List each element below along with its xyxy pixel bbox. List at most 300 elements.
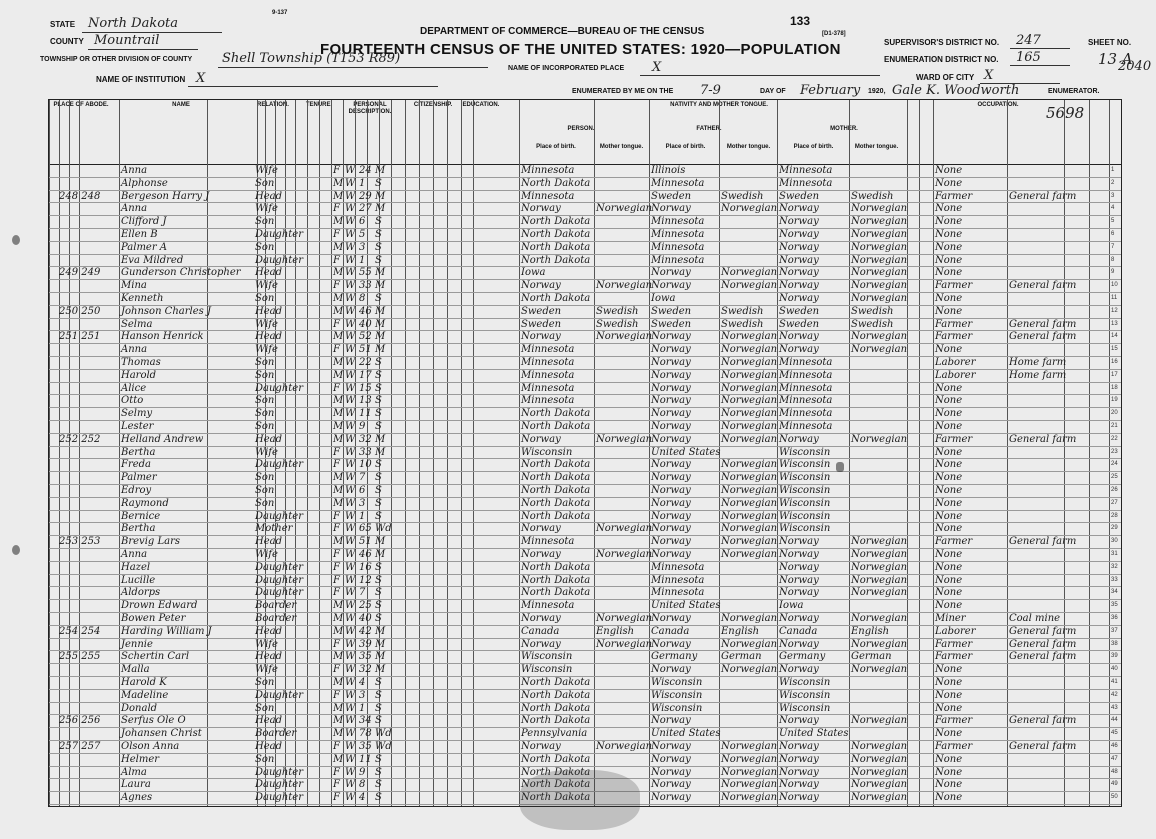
- mother-mother-tongue: Norwegian: [851, 766, 908, 778]
- line-number: 46: [1111, 743, 1118, 749]
- line-number: 1: [1111, 167, 1115, 173]
- dwelling-number: 252 252: [59, 433, 101, 445]
- marital-status: S: [375, 408, 382, 420]
- marital-status: M: [375, 305, 386, 317]
- sex: M: [333, 753, 344, 765]
- person-name: Palmer A: [121, 241, 168, 253]
- marital-status: S: [375, 689, 382, 701]
- line-number: 39: [1111, 653, 1118, 660]
- father-birthplace: United States: [651, 600, 721, 612]
- person-name: Gunderson Christopher: [121, 267, 241, 279]
- relation: Wife: [255, 638, 278, 650]
- mother-mother-tongue: Norwegian: [851, 241, 908, 253]
- father-tongue: Norwegian: [721, 766, 778, 778]
- father-birthplace: Norway: [651, 472, 691, 484]
- sex: F: [333, 549, 340, 560]
- race: W: [345, 421, 356, 432]
- occupation: Miner: [935, 613, 966, 624]
- mother-birthplace: United States: [779, 728, 849, 740]
- mother-birthplace: Minnesota: [779, 382, 833, 394]
- header-citizenship: CITIZENSHIP.: [413, 102, 453, 108]
- relation: Son: [255, 753, 275, 765]
- relation: Boarder: [255, 613, 297, 624]
- person-name: Thomas: [121, 357, 161, 368]
- line-number: 2: [1111, 179, 1115, 186]
- person-name: Selma: [121, 318, 153, 330]
- header-relation: RELATION.: [257, 102, 289, 108]
- age: 7: [359, 587, 366, 599]
- mother-birthplace: Wisconsin: [779, 497, 831, 509]
- sex: F: [333, 510, 340, 522]
- occupation: None: [935, 664, 963, 676]
- marital-status: M: [375, 625, 386, 637]
- mother-birthplace: Minnesota: [779, 369, 833, 381]
- column-divider: [69, 100, 70, 806]
- column-divider: [933, 100, 934, 806]
- line-number: 28: [1111, 512, 1118, 519]
- person-name: Schertin Carl: [121, 651, 190, 663]
- marital-status: M: [375, 664, 386, 676]
- mother-birthplace: Minnesota: [779, 395, 833, 407]
- father-tongue: Norwegian: [721, 267, 778, 279]
- race: W: [345, 216, 356, 228]
- sex: F: [333, 664, 340, 676]
- mother-mother-tongue: German: [851, 651, 892, 663]
- industry: General farm: [1009, 190, 1077, 202]
- mother-birthplace: Norway: [779, 779, 819, 791]
- occupation: None: [935, 766, 963, 778]
- occupation: None: [935, 779, 963, 791]
- birthplace: Norway: [521, 331, 561, 343]
- occupation: Laborer: [935, 369, 976, 381]
- ink-blot: [836, 462, 844, 472]
- mother-birthplace: Norway: [779, 433, 819, 445]
- occupation: None: [935, 600, 963, 612]
- occupation: Farmer: [935, 318, 973, 330]
- relation: Boarder: [255, 600, 297, 612]
- occupation: Farmer: [935, 536, 973, 548]
- occupation: None: [935, 421, 963, 432]
- mother-mother-tongue: Norwegian: [851, 267, 908, 279]
- age: 35: [359, 741, 372, 752]
- mother-mother-tongue: Norwegian: [851, 753, 908, 765]
- race: W: [345, 293, 356, 304]
- line-number: 30: [1111, 538, 1118, 545]
- race: W: [345, 574, 356, 586]
- birthplace: Norway: [521, 433, 561, 445]
- line-number: 4: [1111, 205, 1115, 212]
- department-title: DEPARTMENT OF COMMERCE—BUREAU OF THE CENSUS: [420, 26, 705, 37]
- occupation: None: [935, 459, 963, 471]
- sex: M: [333, 267, 344, 279]
- birthplace: North Dakota: [521, 485, 591, 496]
- mother-birthplace: Norway: [779, 280, 819, 292]
- mother-tongue: Norwegian: [596, 523, 653, 535]
- mother-tongue: Swedish: [596, 318, 639, 330]
- column-divider: [919, 100, 920, 806]
- person-name: Harold: [121, 369, 157, 381]
- father-tongue: Norwegian: [721, 369, 778, 381]
- line-number: 42: [1111, 691, 1118, 698]
- person-name: Agnes: [121, 792, 153, 804]
- township-label: TOWNSHIP OR OTHER DIVISION OF COUNTY: [40, 56, 193, 63]
- occupation: None: [935, 293, 963, 304]
- sex: M: [333, 702, 344, 714]
- relation: Boarder: [255, 728, 297, 740]
- mother-birthplace: Wisconsin: [779, 689, 831, 701]
- age: 4: [359, 677, 366, 688]
- industry: General farm: [1009, 433, 1077, 445]
- person-name: Harding William J: [121, 625, 212, 637]
- age: 22: [359, 357, 372, 368]
- mother-birthplace: Wisconsin: [779, 446, 831, 458]
- ward-label: WARD OF CITY: [916, 73, 975, 82]
- age: 46: [359, 549, 372, 560]
- marital-status: Wd: [375, 523, 392, 535]
- father-birthplace: Norway: [651, 267, 691, 279]
- mother-mother-tongue: Norwegian: [851, 574, 908, 586]
- column-divider: [519, 100, 520, 806]
- person-name: Ellen B: [121, 229, 158, 240]
- mother-birthplace: Wisconsin: [779, 485, 831, 496]
- relation: Wife: [255, 165, 278, 176]
- race: W: [345, 382, 356, 394]
- sex: M: [333, 395, 344, 407]
- person-name: Bernice: [121, 510, 161, 522]
- father-birthplace: Minnesota: [651, 177, 705, 189]
- line-number: 44: [1111, 717, 1118, 724]
- mother-birthplace: Minnesota: [779, 177, 833, 189]
- column-divider: [119, 100, 120, 806]
- occupation: None: [935, 497, 963, 509]
- birthplace: North Dakota: [521, 254, 591, 266]
- age: 40: [359, 318, 372, 330]
- line-number: 23: [1111, 448, 1118, 455]
- marital-status: M: [375, 549, 386, 560]
- line-number: 21: [1111, 423, 1118, 429]
- person-name: Edroy: [121, 485, 152, 496]
- marital-status: M: [375, 331, 386, 343]
- birthplace: Wisconsin: [521, 664, 573, 676]
- page-stamp: 133: [790, 14, 811, 28]
- column-divider: [461, 100, 462, 806]
- relation: Daughter: [255, 459, 303, 471]
- year-text: 1920,: [868, 88, 886, 95]
- industry: General farm: [1009, 280, 1077, 292]
- sex: F: [333, 638, 340, 650]
- line-number: 26: [1111, 487, 1118, 493]
- marital-status: M: [375, 203, 386, 215]
- column-divider: [79, 100, 80, 806]
- father-birthplace: Wisconsin: [651, 702, 703, 714]
- birthplace: Minnesota: [521, 369, 575, 381]
- marital-status: S: [375, 254, 382, 266]
- marital-status: S: [375, 472, 382, 484]
- age: 39: [359, 638, 372, 650]
- race: W: [345, 677, 356, 688]
- line-number: 45: [1111, 730, 1118, 737]
- father-birthplace: United States: [651, 446, 721, 458]
- person-name: Donald: [121, 702, 158, 714]
- enumeration-value: 165: [1016, 50, 1041, 65]
- age: 3: [359, 497, 366, 509]
- header-tenure: TENURE.: [305, 102, 333, 108]
- birthplace: Minnesota: [521, 344, 575, 356]
- mother-birthplace: Norway: [779, 613, 819, 624]
- occupation: None: [935, 165, 963, 176]
- line-number: 12: [1111, 307, 1118, 314]
- relation: Daughter: [255, 792, 303, 804]
- sex: F: [333, 689, 340, 701]
- birthplace: North Dakota: [521, 792, 591, 804]
- race: W: [345, 165, 356, 176]
- age: 40: [359, 613, 372, 624]
- race: W: [345, 241, 356, 253]
- birthplace: North Dakota: [521, 677, 591, 688]
- marital-status: M: [375, 536, 386, 548]
- mother-birthplace: Norway: [779, 344, 819, 356]
- father-tongue: Swedish: [721, 318, 764, 330]
- age: 1: [359, 510, 366, 522]
- age: 3: [359, 689, 366, 701]
- race: W: [345, 357, 356, 368]
- person-name: Anna: [121, 549, 148, 560]
- race: W: [345, 395, 356, 407]
- subheader-father-birth: Place of birth.: [665, 144, 706, 150]
- marital-status: S: [375, 369, 382, 381]
- column-divider: [473, 100, 474, 806]
- father-tongue: Norwegian: [721, 459, 778, 471]
- mother-mother-tongue: Swedish: [851, 318, 894, 330]
- occupation: None: [935, 267, 963, 279]
- line-number: 11: [1111, 295, 1118, 301]
- marital-status: M: [375, 280, 386, 292]
- occupation: Laborer: [935, 625, 976, 637]
- relation: Head: [255, 433, 283, 445]
- father-tongue: German: [721, 651, 762, 663]
- race: W: [345, 267, 356, 279]
- mother-mother-tongue: Swedish: [851, 305, 894, 317]
- mother-mother-tongue: Norwegian: [851, 203, 908, 215]
- line-number: 48: [1111, 768, 1118, 775]
- mother-birthplace: Wisconsin: [779, 510, 831, 522]
- father-birthplace: Wisconsin: [651, 689, 703, 701]
- institution-label: NAME OF INSTITUTION: [96, 75, 186, 84]
- father-birthplace: Norway: [651, 753, 691, 765]
- birthplace: North Dakota: [521, 177, 591, 189]
- marital-status: S: [375, 497, 382, 509]
- sex: F: [333, 382, 340, 394]
- race: W: [345, 561, 356, 573]
- father-birthplace: Norway: [651, 549, 691, 560]
- birthplace: North Dakota: [521, 561, 591, 573]
- birthplace: North Dakota: [521, 497, 591, 509]
- age: 51: [359, 344, 372, 356]
- person-name: Laura: [121, 779, 151, 791]
- mother-birthplace: Minnesota: [779, 408, 833, 420]
- line-number: 40: [1111, 666, 1118, 673]
- relation: Head: [255, 190, 283, 202]
- line-number: 18: [1111, 384, 1118, 391]
- marital-status: M: [375, 318, 386, 330]
- relation: Head: [255, 741, 283, 752]
- occupation: Farmer: [935, 190, 973, 202]
- marital-status: Wd: [375, 728, 392, 740]
- line-number: 14: [1111, 333, 1118, 340]
- person-name: Eva Mildred: [121, 254, 184, 266]
- county-label: COUNTY: [50, 37, 84, 46]
- line-number: 9: [1111, 269, 1115, 276]
- form-code: [D1-378]: [822, 31, 846, 37]
- age: 9: [359, 421, 366, 432]
- mother-birthplace: Wisconsin: [779, 677, 831, 688]
- father-tongue: Norwegian: [721, 433, 778, 445]
- mother-mother-tongue: Norwegian: [851, 331, 908, 343]
- state-label: STATE: [50, 20, 76, 29]
- birthplace: Pennsylvania: [521, 728, 588, 740]
- person-name: Anna: [121, 344, 148, 356]
- dwelling-number: 248 248: [59, 190, 101, 202]
- father-tongue: Swedish: [721, 190, 764, 202]
- relation: Son: [255, 241, 275, 253]
- sex: M: [333, 293, 344, 304]
- race: W: [345, 587, 356, 599]
- mother-birthplace: Norway: [779, 715, 819, 727]
- column-divider: [59, 100, 60, 806]
- relation: Son: [255, 702, 275, 714]
- birthplace: North Dakota: [521, 229, 591, 240]
- marital-status: S: [375, 510, 382, 522]
- mother-mother-tongue: Norwegian: [851, 293, 908, 304]
- county-value: Mountrail: [94, 33, 160, 48]
- birthplace: Canada: [521, 625, 560, 637]
- race: W: [345, 369, 356, 381]
- age: 9: [359, 766, 366, 778]
- race: W: [345, 613, 356, 624]
- race: W: [345, 549, 356, 560]
- corner-number: 2040: [1118, 59, 1152, 74]
- column-divider: [777, 100, 778, 806]
- relation: Son: [255, 293, 275, 304]
- father-birthplace: Norway: [651, 497, 691, 509]
- line-number: 36: [1111, 615, 1118, 621]
- occupation: None: [935, 446, 963, 458]
- line-number: 29: [1111, 525, 1118, 532]
- occupation: None: [935, 241, 963, 253]
- occupation: None: [935, 485, 963, 496]
- father-tongue: Norwegian: [721, 792, 778, 804]
- father-birthplace: Norway: [651, 408, 691, 420]
- birthplace: North Dakota: [521, 421, 591, 432]
- person-name: Serfus Ole O: [121, 715, 186, 727]
- sex: M: [333, 216, 344, 228]
- line-number: 37: [1111, 627, 1118, 634]
- mother-birthplace: Norway: [779, 664, 819, 676]
- marital-status: S: [375, 677, 382, 688]
- age: 8: [359, 293, 366, 304]
- relation: Wife: [255, 280, 278, 292]
- column-header-band: [49, 100, 1121, 165]
- line-number: 32: [1111, 563, 1118, 570]
- birthplace: North Dakota: [521, 293, 591, 304]
- person-name: Johnson Charles J: [121, 305, 211, 317]
- race: W: [345, 664, 356, 676]
- line-number: 33: [1111, 576, 1118, 583]
- birthplace: Norway: [521, 203, 561, 215]
- father-tongue: Norwegian: [721, 203, 778, 215]
- occupation: None: [935, 305, 963, 317]
- marital-status: S: [375, 459, 382, 471]
- mother-birthplace: Sweden: [779, 190, 820, 202]
- father-birthplace: Illinois: [651, 165, 686, 176]
- line-number: 20: [1111, 410, 1118, 417]
- header-education: EDUCATION.: [462, 102, 500, 108]
- marital-status: S: [375, 600, 382, 612]
- occupation: None: [935, 229, 963, 240]
- person-name: Selmy: [121, 408, 153, 420]
- birthplace: North Dakota: [521, 766, 591, 778]
- subheader-mother-tongue: Mother tongue.: [854, 144, 899, 150]
- father-birthplace: Norway: [651, 280, 691, 292]
- father-birthplace: Sweden: [651, 318, 692, 330]
- race: W: [345, 229, 356, 240]
- age: 15: [359, 382, 372, 394]
- father-tongue: Norwegian: [721, 357, 778, 368]
- subheader-mother-birth: Place of birth.: [793, 144, 834, 150]
- industry: Coal mine: [1009, 613, 1061, 624]
- person-name: Palmer: [121, 472, 157, 484]
- person-name: Harold K: [121, 677, 167, 688]
- father-birthplace: Norway: [651, 357, 691, 368]
- occupation-stamp: 5698: [1046, 104, 1085, 122]
- column-divider: [594, 100, 595, 806]
- father-tongue: Norwegian: [721, 472, 778, 484]
- father-birthplace: Norway: [651, 485, 691, 496]
- mother-tongue: Norwegian: [596, 331, 653, 343]
- birthplace: North Dakota: [521, 241, 591, 253]
- mother-tongue: Norwegian: [596, 203, 653, 215]
- father-birthplace: Norway: [651, 395, 691, 407]
- birthplace: Norway: [521, 523, 561, 535]
- age: 1: [359, 702, 366, 714]
- father-birthplace: Norway: [651, 203, 691, 215]
- sex: F: [333, 318, 340, 330]
- industry: Home farm: [1009, 369, 1067, 381]
- marital-status: M: [375, 651, 386, 663]
- institution-value: X: [196, 71, 206, 86]
- mother-birthplace: Minnesota: [779, 165, 833, 176]
- person-name: Hanson Henrick: [121, 331, 204, 343]
- birthplace: North Dakota: [521, 702, 591, 714]
- person-name: Johansen Christ: [121, 728, 202, 740]
- sex: M: [333, 497, 344, 509]
- race: W: [345, 715, 356, 727]
- mother-birthplace: Norway: [779, 741, 819, 752]
- age: 32: [359, 433, 372, 445]
- father-tongue: Norwegian: [721, 638, 778, 650]
- birthplace: Minnesota: [521, 357, 575, 368]
- ward-value: X: [984, 68, 994, 83]
- dwelling-number: 250 250: [59, 305, 101, 317]
- mother-birthplace: Iowa: [779, 600, 804, 612]
- marital-status: M: [375, 433, 386, 445]
- birthplace: Norway: [521, 280, 561, 292]
- marital-status: S: [375, 421, 382, 432]
- sex: M: [333, 421, 344, 432]
- industry: General farm: [1009, 741, 1077, 752]
- race: W: [345, 766, 356, 778]
- race: W: [345, 792, 356, 804]
